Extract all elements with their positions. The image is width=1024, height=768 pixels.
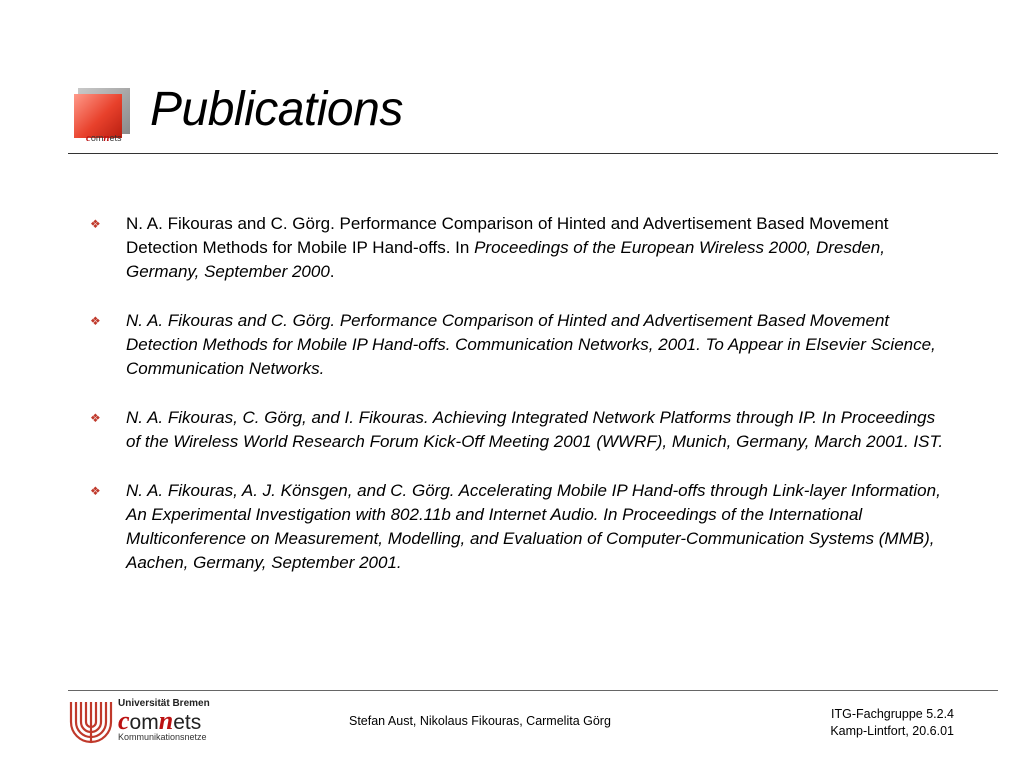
publication-text: N. A. Fikouras and C. Görg. Performance Comparison of Hinted and Advertisement Based Movement Detection Methods for Mobile IP Hand-offs. Communication Networks, 2001. To Appear in Elsevier Science, Communication Networks.: [126, 311, 936, 378]
footer-divider: [68, 690, 998, 691]
footer-authors: Stefan Aust, Nikolaus Fikouras, Carmelita Görg: [349, 714, 611, 728]
logo-wordmark: comnets: [86, 132, 122, 144]
publication-text: N. A. Fikouras, C. Görg, and I. Fikouras. Achieving Integrated Network Platforms through IP. In Proceedings of the Wireless World Research Forum Kick-Off Meeting 2001 (WWRF), Munich, Germany, March 2001. IST.: [126, 408, 944, 451]
university-emblem-icon: [68, 698, 114, 744]
diamond-bullet-icon: ❖: [90, 217, 101, 231]
publication-item: [80, 406, 950, 454]
footer-meeting-info: [830, 706, 954, 740]
publication-list: [80, 212, 950, 600]
comnets-wordmark: comnets: [118, 706, 202, 735]
header-divider: [68, 153, 998, 154]
diamond-bullet-icon: ❖: [90, 411, 101, 425]
meeting-group: ITG-Fachgruppe 5.2.4: [831, 707, 954, 721]
diamond-bullet-icon: ❖: [90, 314, 101, 328]
university-logo: [68, 698, 238, 748]
publication-venue: Proceedings of the European Wireless 2000, Dresden, Germany, September 2000: [126, 238, 885, 281]
comnets-logo: [74, 88, 132, 146]
page-title: Publications: [150, 83, 403, 136]
diamond-bullet-icon: ❖: [90, 484, 101, 498]
publication-item: [80, 212, 950, 284]
publication-text: N. A. Fikouras and C. Görg. Performance Comparison of Hinted and Advertisement Based Movement Detection Methods for Mobile IP Hand-offs. In: [126, 214, 889, 257]
publication-text: N. A. Fikouras, A. J. Könsgen, and C. Görg. Accelerating Mobile IP Hand-offs through Link-layer Information, An Experimental Investigation with 802.11b and Internet Audio. In Proceedings of the International Multiconference on Measurement, Modelling, and Evaluation of Computer-Communication Systems (MMB), Aachen, Germany, September 2001.: [126, 481, 941, 572]
university-name: Universität Bremen: [118, 698, 210, 709]
publication-item: [80, 479, 950, 575]
department-name: Kommunikationsnetze: [118, 732, 207, 742]
meeting-place-date: Kamp-Lintfort, 20.6.01: [830, 724, 954, 738]
publication-tail: .: [329, 262, 335, 281]
publication-item: [80, 309, 950, 381]
